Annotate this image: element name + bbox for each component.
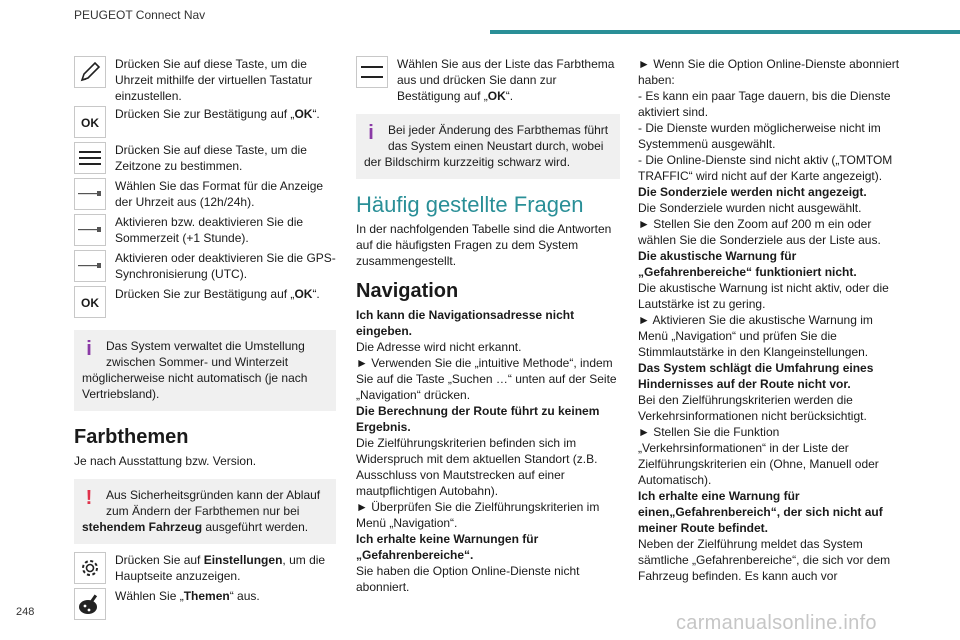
faq-list-line: - Es kann ein paar Tage dauern, bis die Dienste aktiviert sind. <box>638 89 891 119</box>
toggle-icon <box>74 178 106 210</box>
toggle-icon <box>74 214 106 246</box>
menu-list-icon <box>74 142 106 174</box>
faq-answer: Bei den Zielführungskriterien werden die Verkehrsinformationen nicht berücksichtigt. <box>638 393 867 423</box>
faq-answer: Sie haben die Option Online-Dienste nicht abonniert. <box>356 564 580 594</box>
faq-question: Ich erhalte eine Warnung für einen„Gefahrenbereich“, der sich nicht auf meiner Route befindet. <box>638 489 883 535</box>
column-1 <box>74 56 336 624</box>
faq-answer: Die Adresse wird nicht erkannt. <box>356 340 522 354</box>
faq-answer: Die Zielführungskriterien befinden sich im Widerspruch mit dem aktuellen Standort (z.B. Ausschluss von Mautstrecken auf einer mautpflichtigen Autobahn). <box>356 436 598 498</box>
instruction-item <box>74 552 336 586</box>
faq-list-line: - Die Online-Dienste sind nicht aktiv („TOMTOM TRAFFIC“ wird nicht auf der Karte angezeigt). <box>638 153 893 183</box>
faq-title: Häufig gestellte Fragen <box>356 192 584 217</box>
faq-answer: Die Sonderziele wurden nicht ausgewählt. <box>638 201 862 215</box>
instruction-text: Wählen Sie „Themen“ aus. <box>115 589 260 603</box>
ok-button-icon: OK <box>74 286 106 318</box>
header-accent-bar <box>490 30 960 34</box>
instruction-text: Wählen Sie das Format für die Anzeige der Uhrzeit aus (12h/24h). <box>115 179 324 209</box>
warning-icon: ! <box>85 487 93 509</box>
instruction-text: Aktivieren oder deaktivieren Sie die GPS-Synchronisierung (UTC). <box>115 251 336 281</box>
faq-list-line: - Die Dienste wurden möglicherweise nicht im Systemmenü ausgewählt. <box>638 121 881 151</box>
instruction-text: Wählen Sie aus der Liste das Farbthema aus und drücken Sie dann zur Bestätigung auf „OK“. <box>397 57 615 103</box>
faq-answer: Neben der Zielführung meldet das System sämtliche „Gefahrenbereiche“, die sich vor dem Fahrzeug befinden. Es kann auch vor <box>638 537 891 583</box>
instruction-item <box>74 106 336 140</box>
instruction-item <box>74 286 336 320</box>
faq-solution: ► Verwenden Sie die „intuitive Methode“, indem Sie auf die Taste „Suchen …“ unten auf der Seite „Navigation“ drücken. <box>356 356 617 402</box>
warning-note: ! Aus Sicherheitsgründen kann der Ablauf zum Ändern der Farbthemen nur bei stehendem Fahrzeug ausgeführt werden. <box>74 479 336 544</box>
column-2 <box>356 56 620 595</box>
palette-icon <box>74 588 106 620</box>
instruction-item <box>74 214 336 248</box>
availability-text: Je nach Ausstattung bzw. Version. <box>74 454 257 468</box>
info-note: i Das System verwaltet die Umstellung zwischen Sommer- und Winterzeit möglicherweise nicht automatisch (je nach Vertriebsland). <box>74 330 336 411</box>
faq-question: Die Sonderziele werden nicht angezeigt. <box>638 185 867 199</box>
gear-icon <box>74 552 106 584</box>
section-heading: Navigation <box>356 280 459 302</box>
instruction-text: Drücken Sie auf Einstellungen, um die Hauptseite anzuzeigen. <box>115 553 326 583</box>
instruction-text: Drücken Sie zur Bestätigung auf „OK“. <box>115 287 320 301</box>
faq-solution: ► Wenn Sie die Option Online-Dienste abonniert haben: <box>638 57 900 87</box>
instruction-text: Drücken Sie zur Bestätigung auf „OK“. <box>115 107 320 121</box>
section-heading: Farbthemen <box>74 426 189 448</box>
faq-question: Das System schlägt die Umfahrung eines Hindernisses auf der Route nicht vor. <box>638 361 874 391</box>
faq-intro: In der nachfolgenden Tabelle sind die Antworten auf die häufigsten Fragen zu dem System zusammengestellt. <box>356 222 612 268</box>
column-3 <box>638 56 900 584</box>
faq-question: Die akustische Warnung für „Gefahrenbereiche“ funktioniert nicht. <box>638 249 857 279</box>
info-note: i Bei jeder Änderung des Farbthemas führt das System einen Neustart durch, wobei der Bildschirm kurzzeitig schwarz wird. <box>356 114 620 179</box>
toggle-icon <box>74 250 106 282</box>
instruction-text: Drücken Sie auf diese Taste, um die Uhrzeit mithilfe der virtuellen Tastatur einzustellen. <box>115 57 313 103</box>
instruction-item <box>356 56 620 104</box>
instruction-item <box>74 588 336 622</box>
faq-solution: ► Stellen Sie die Funktion „Verkehrsinformationen“ in der Liste der Zielführungskriterien ein (Ohne, Manuell oder Automatisch). <box>638 425 879 487</box>
faq-solution: ► Stellen Sie den Zoom auf 200 m ein oder wählen Sie die Sonderziele aus der Liste aus. <box>638 217 881 247</box>
instruction-item <box>74 142 336 176</box>
ok-button-icon: OK <box>74 106 106 138</box>
faq-answer: Die akustische Warnung ist nicht aktiv, oder die Lautstärke ist zu gering. <box>638 281 889 311</box>
faq-solution: ► Überprüfen Sie die Zielführungskriterien im Menü „Navigation“. <box>356 500 600 530</box>
running-header: PEUGEOT Connect Nav <box>74 8 206 22</box>
faq-question: Ich erhalte keine Warnungen für „Gefahrenbereiche“. <box>356 532 539 562</box>
faq-question: Die Berechnung der Route führt zu keinem Ergebnis. <box>356 404 600 434</box>
faq-question: Ich kann die Navigationsadresse nicht eingeben. <box>356 308 575 338</box>
info-icon: i <box>86 338 92 360</box>
faq-solution: ► Aktivieren Sie die akustische Warnung im Menü „Navigation“ und prüfen Sie die Stimmlautstärke in den Klangeinstellungen. <box>638 313 873 359</box>
list-bar-icon <box>356 56 388 88</box>
instruction-text: Drücken Sie auf diese Taste, um die Zeitzone zu bestimmen. <box>115 143 307 173</box>
watermark: carmanualsonline.info <box>676 612 877 634</box>
pencil-icon <box>74 56 106 88</box>
instruction-item <box>74 178 336 212</box>
instruction-item <box>74 56 336 104</box>
info-icon: i <box>368 122 374 144</box>
instruction-item <box>74 250 336 284</box>
instruction-text: Aktivieren bzw. deaktivieren Sie die Sommerzeit (+1 Stunde). <box>115 215 304 245</box>
page-number: 248 <box>16 606 35 618</box>
